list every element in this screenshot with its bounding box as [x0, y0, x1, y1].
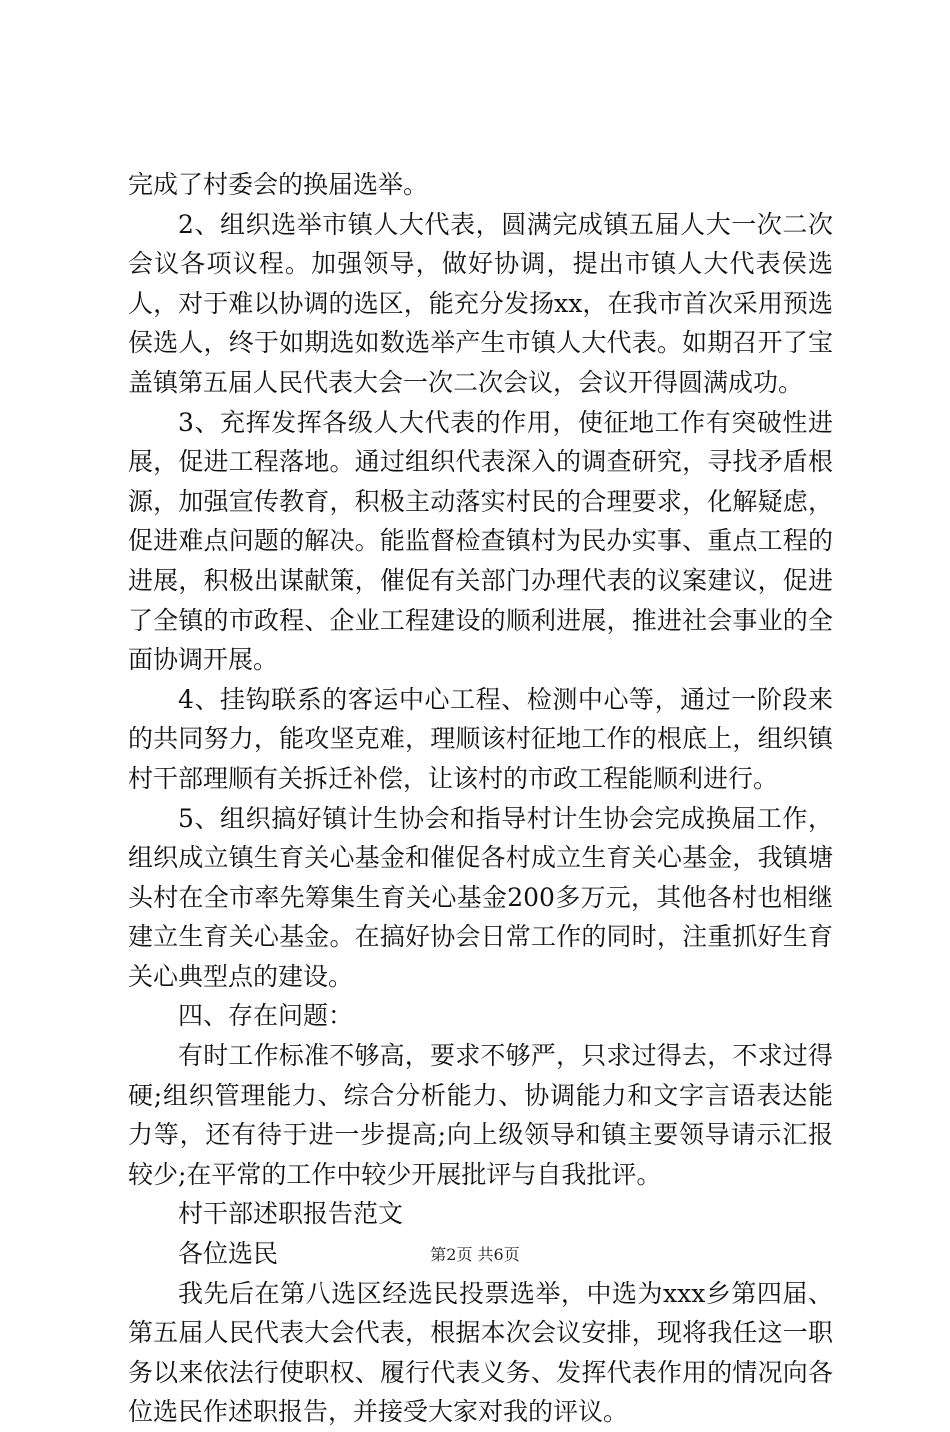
page-number: 第2页 共6页	[430, 1245, 520, 1264]
section-title-report: 村干部述职报告范文	[178, 1199, 404, 1229]
paragraph-continuation: 完成了村委会的换届选举。	[128, 170, 429, 199]
paragraph-item-3: 3、充挥发挥各级人大代表的作用，使征地工作有突破性进展，促进工程落地。通过组织代表深入的调查研究，寻找矛盾根源，加强宣传教育，积极主动落实村民的合理要求，化解疑虑，促进难点问题的解决。能监督检查镇村为民办实事、重点工程的进展，积极出谋献策，催促有关部门办理代表的议案建议，促进了全镇的市政程、企业工程建设的顺利进展，推进社会事业的全面协调开展。	[128, 407, 833, 675]
paragraph-item-4: 4、挂钩联系的客运中心工程、检测中心等，通过一阶段来的共同努力，能攻坚克难，理顺该村征地工作的根底上，组织镇村干部理顺有关拆迁补偿，让该村的市政工程能顺利进行。	[128, 684, 833, 793]
section-heading-problems: 四、存在问题：	[178, 1001, 354, 1031]
paragraph-intro: 我先后在第八选区经选民投票选举，中选为xxx乡第四届、第五届人民代表大会代表，根据本次会议安排，现将我任这一职务以来依法行使职权、履行代表义务、发挥代表作用的情况向各位选民作述职报告，并接受大家对我的评议。	[128, 1278, 833, 1427]
paragraph-item-5: 5、组织搞好镇计生协会和指导村计生协会完成换届工作，组织成立镇生育关心基金和催促各村成立生育关心基金，我镇塘头村在全市率先筹集生育关心基金200多万元，其他各村也相继建立生育关心基金。在搞好协会日常工作的同时，注重抓好生育关心典型点的建设。	[128, 803, 833, 991]
salutation: 各位选民	[178, 1239, 279, 1269]
paragraph-item-2: 2、组织选举市镇人大代表，圆满完成镇五届人大一次二次会议各项议程。加强领导，做好协调，提出市镇人大代表侯选人，对于难以协调的选区，能充分发扬xx，在我市首次采用预选侯选人，终于如期选如数选举产生市镇人大代表。如期召开了宝盖镇第五届人民代表大会一次二次会议，会议开得圆满成功。	[128, 209, 833, 397]
document-body	[128, 165, 833, 1432]
paragraph-problems: 有时工作标准不够高，要求不够严，只求过得去，不求过得硬;组织管理能力、综合分析能力、协调能力和文字言语表达能力等，还有待于进一步提高;向上级领导和镇主要领导请示汇报较少;在平常的工作中较少开展批评与自我批评。	[128, 1041, 833, 1189]
